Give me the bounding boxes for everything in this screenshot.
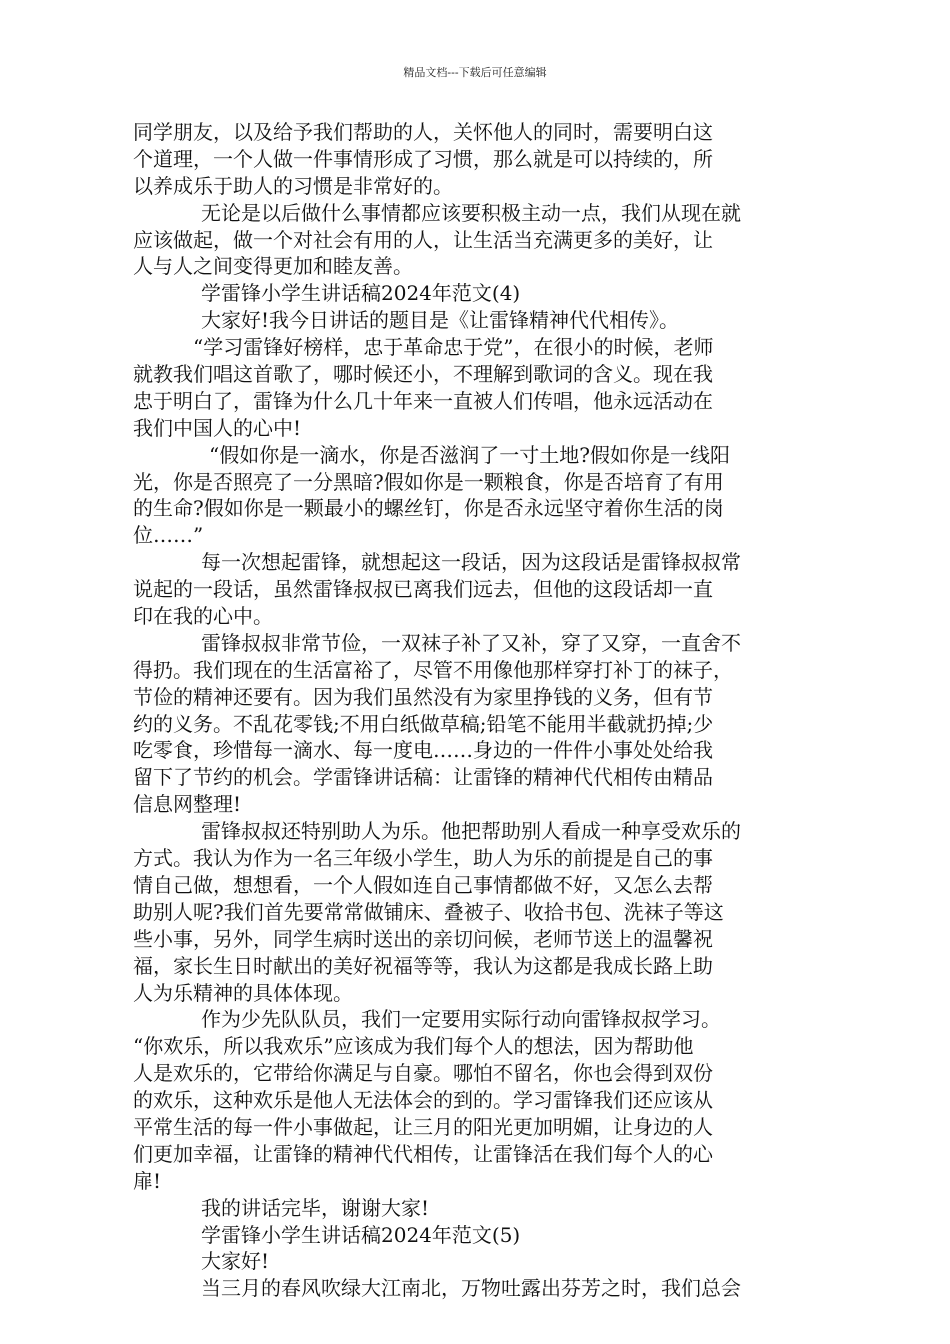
text-line: 扉!	[133, 1168, 162, 1193]
text-line: “假如你是一滴水，你是否滋润了一寸土地?假如你是一线阳	[209, 442, 730, 467]
text-line: 说起的一段话，虽然雷锋叔叔已离我们远去，但他的这段话却一直	[133, 577, 713, 602]
text-line: 情自己做，想想看，一个人假如连自己事情都做不好，又怎么去帮	[133, 872, 713, 897]
text-line: 大家好!	[201, 1249, 270, 1274]
text-line: 光，你是否照亮了一分黑暗?假如你是一颗粮食，你是否培育了有用	[133, 469, 724, 494]
text-line: 信息网整理!	[133, 792, 242, 817]
text-line: 个道理，一个人做一件事情形成了习惯，那么就是可以持续的，所	[133, 146, 713, 171]
text-line: 们更加幸福，让雷锋的精神代代相传，让雷锋活在我们每个人的心	[133, 1141, 713, 1166]
text-line: 平常生活的每一件小事做起，让三月的阳光更加明媚，让身边的人	[133, 1114, 713, 1139]
text-line: 雷锋叔叔非常节俭，一双袜子补了又补，穿了又穿，一直舍不	[201, 630, 741, 655]
text-line: “你欢乐，所以我欢乐”应该成为我们每个人的想法，因为帮助他	[133, 1034, 694, 1059]
text-line: 些小事，另外，同学生病时送出的亲切问候，老师节送上的温馨祝	[133, 926, 713, 951]
text-line: 得扔。我们现在的生活富裕了，尽管不用像他那样穿打补丁的袜子，	[133, 657, 733, 682]
text-line: 我的讲话完毕，谢谢大家!	[201, 1195, 430, 1220]
text-line: 约的义务。不乱花零钱;不用白纸做草稿;铅笔不能用半截就扔掉;少	[133, 711, 714, 736]
text-line: 大家好!我今日讲话的题目是《让雷锋精神代代相传》。	[201, 308, 680, 333]
text-line: 以养成乐于助人的习惯是非常好的。	[133, 173, 453, 198]
text-line: 吃零食，珍惜每一滴水、每一度电……身边的一件件小事处处给我	[133, 738, 713, 763]
text-line: 人是欢乐的，它带给你满足与自豪。哪怕不留名，你也会得到双份	[133, 1061, 713, 1086]
text-line: 节俭的精神还要有。因为我们虽然没有为家里挣钱的义务，但有节	[133, 684, 713, 709]
text-line: 无论是以后做什么事情都应该要积极主动一点，我们从现在就	[201, 200, 741, 225]
text-line: 位……”	[133, 523, 204, 548]
page-header: 精品文档---下载后可任意编辑	[403, 66, 547, 79]
text-line: 雷锋叔叔还特别助人为乐。他把帮助别人看成一种享受欢乐的	[201, 819, 741, 844]
text-line: 学雷锋小学生讲话稿2024年范文(5)	[201, 1222, 521, 1247]
text-line: 方式。我认为作为一名三年级小学生，助人为乐的前提是自己的事	[133, 846, 713, 871]
text-line: 作为少先队队员，我们一定要用实际行动向雷锋叔叔学习。	[201, 1007, 721, 1032]
text-line: 福，家长生日时献出的美好祝福等等，我认为这都是我成长路上助	[133, 953, 713, 978]
document-body	[133, 119, 817, 1302]
text-line: 的欢乐，这种欢乐是他人无法体会的到的。学习雷锋我们还应该从	[133, 1088, 713, 1113]
text-line: “学习雷锋好榜样，忠于革命忠于党”，在很小的时候，老师	[193, 335, 714, 360]
text-line: 印在我的心中。	[133, 604, 273, 629]
text-line: 留下了节约的机会。学雷锋讲话稿：让雷锋的精神代代相传由精品	[133, 765, 713, 790]
text-line: 就教我们唱这首歌了，哪时候还小，不理解到歌词的含义。现在我	[133, 362, 713, 387]
text-line: 忠于明白了，雷锋为什么几十年来一直被人们传唱，他永远活动在	[133, 388, 713, 413]
text-line: 当三月的春风吹绿大江南北，万物吐露出芬芳之时，我们总会	[201, 1276, 741, 1301]
text-line: 同学朋友，以及给予我们帮助的人，关怀他人的同时，需要明白这	[133, 120, 713, 144]
text-line: 人为乐精神的具体体现。	[133, 980, 353, 1005]
text-line: 的生命?假如你是一颗最小的螺丝钉，你是否永远坚守着你生活的岗	[133, 496, 724, 521]
text-line: 每一次想起雷锋，就想起这一段话，因为这段话是雷锋叔叔常	[201, 550, 741, 575]
text-line: 学雷锋小学生讲话稿2024年范文(4)	[201, 281, 521, 306]
text-line: 人与人之间变得更加和睦友善。	[133, 254, 413, 279]
text-line: 助别人呢?我们首先要常常做铺床、叠被子、收拾书包、洗袜子等这	[133, 899, 724, 924]
text-line: 应该做起，做一个对社会有用的人，让生活当充满更多的美好，让	[133, 227, 713, 252]
text-line: 我们中国人的心中!	[133, 415, 302, 440]
